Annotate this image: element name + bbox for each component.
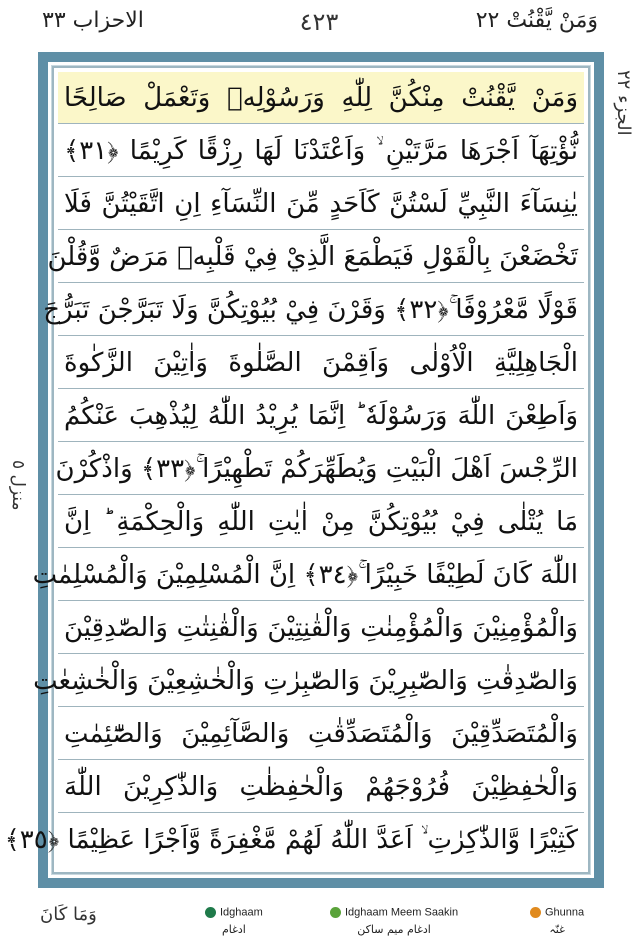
- text-line: الرِّجْسَ اَهْلَ الْبَيْتِ وَيُطَهِّرَكُمْ تَطْهِيْرًا ۚ﴿٣٣﴾ وَاذْكُرْنَ: [58, 443, 584, 495]
- text-line: تَخْضَعْنَ بِالْقَوْلِ فَيَطْمَعَ الَّذِيْ فِيْ قَلْبِهٖ مَرَضٌ وَّقُلْنَ: [58, 231, 584, 283]
- text-line: كَثِيْرًا وَّالذّٰكِرٰتِ ۙ اَعَدَّ اللّٰهُ لَهُمْ مَّغْفِرَةً وَّاَجْرًا عَظِيْمًا ﴿٣٥﴾: [4, 825, 578, 855]
- legend-label: Idghaam Meem Saakin: [345, 906, 459, 919]
- text-line: وَالْمُتَصَدِّقِيْنَ وَالْمُتَصَدِّقٰتِ وَالصَّآئِمِيْنَ وَالصّٰٓئِمٰتِ: [58, 708, 584, 760]
- juz-label: الجزء ٢٢: [613, 70, 634, 136]
- legend-dot-icon: [205, 907, 216, 918]
- text-line: وَالْمُؤْمِنِيْنَ وَالْمُؤْمِنٰتِ وَالْقٰنِتِيْنَ وَالْقٰنِتٰتِ وَالصّٰدِقِيْنَ: [58, 602, 584, 654]
- text-line: نُّؤْتِهَآ اَجْرَهَا مَرَّتَيْنِ ۙ وَاَعْتَدْنَا لَهَا رِزْقًا كَرِيْمًا ﴿٣١﴾: [58, 125, 584, 177]
- legend-label-arabic: ادغام: [221, 923, 246, 936]
- page-header: [0, 0, 638, 52]
- legend-label: Ghunna: [545, 906, 585, 919]
- text-line: وَالْحٰفِظِيْنَ فُرُوْجَهُمْ وَالْحٰفِظٰتِ وَالذّٰكِرِيْنَ اللّٰهَ: [58, 761, 584, 813]
- text-line: وَمَنْ يَّقْنُتْ مِنْكُنَّ لِلّٰهِ وَرَسُوْلِهٖ وَتَعْمَلْ صَالِحًا: [58, 72, 584, 124]
- legend-item-idghaam-meem-saakin: [330, 902, 458, 936]
- text-line: قَوْلًا مَّعْرُوْفًا ۚ﴿٣٢﴾ وَقَرْنَ فِيْ بُيُوْتِكُنَّ وَلَا تَبَرَّجْنَ تَبَرُّجَ: [58, 284, 584, 336]
- legend-label: Idghaam: [220, 906, 263, 919]
- text-line: اللّٰهَ كَانَ لَطِيْفًا خَبِيْرًا ۚ﴿٣٤﴾ اِنَّ الْمُسْلِمِيْنَ وَالْمُسْلِمٰتِ: [58, 549, 584, 601]
- legend-dot-icon: [530, 907, 541, 918]
- text-line: مَا يُتْلٰى فِيْ بُيُوْتِكُنَّ مِنْ اٰيٰتِ اللّٰهِ وَالْحِكْمَةِ ؕ اِنَّ: [58, 496, 584, 548]
- text-line: وَالصّٰدِقٰتِ وَالصّٰبِرِيْنَ وَالصّٰبِرٰتِ وَالْخٰشِعِيْنَ وَالْخٰشِعٰتِ: [58, 655, 584, 707]
- text-line: وَاَطِعْنَ اللّٰهَ وَرَسُوْلَهٗ ؕ اِنَّمَا يُرِيْدُ اللّٰهُ لِيُذْهِبَ عَنْكُمُ: [58, 390, 584, 442]
- catchword: وَمَا كَانَ: [40, 904, 97, 925]
- manzil-label: منزل ٥: [8, 460, 28, 511]
- legend-dot-icon: [330, 907, 341, 918]
- section-name: وَمَنْ يَّقْنُتْ ٢٢: [475, 8, 598, 33]
- legend-item-idghaam: [205, 902, 263, 936]
- text-line: الْجَاهِلِيَّةِ الْاُوْلٰى وَاَقِمْنَ الصَّلٰوةَ وَاٰتِيْنَ الزَّكٰوةَ: [58, 337, 584, 389]
- legend-label-arabic: غنّہ: [549, 923, 565, 936]
- tajweed-legend: [0, 900, 638, 945]
- legend-label-arabic: ادغام میم ساکن: [357, 923, 431, 936]
- surah-name: الاحزاب ٣٣: [42, 8, 144, 33]
- text-line: يٰنِسَآءَ النَّبِيِّ لَسْتُنَّ كَاَحَدٍ مِّنَ النِّسَآءِ اِنِ اتَّقَيْتُنَّ فَلَا: [58, 178, 584, 230]
- legend-item-ghunna: [530, 902, 584, 936]
- page-number: ٤٢٣: [299, 8, 339, 36]
